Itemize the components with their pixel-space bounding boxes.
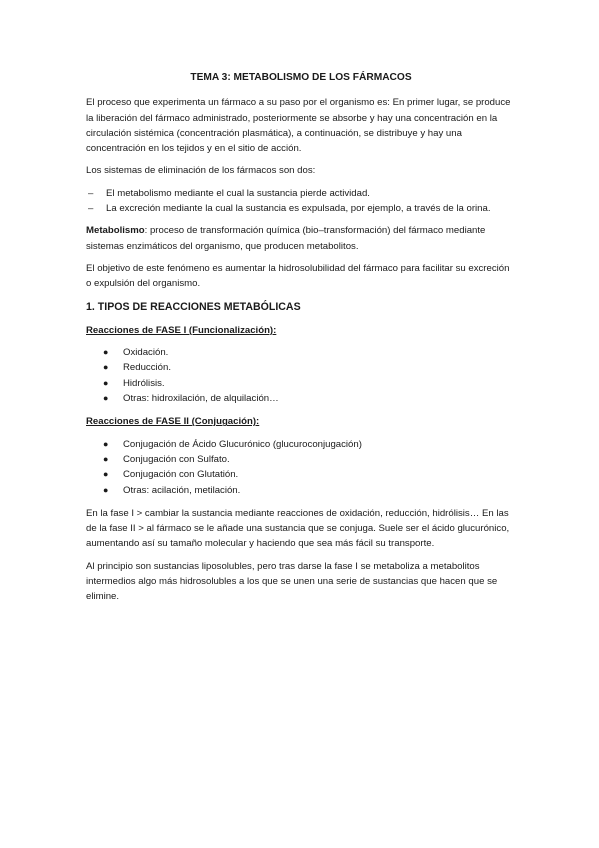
list-item — [86, 452, 516, 467]
page-title: TEMA 3: METABOLISMO DE LOS FÁRMACOS — [190, 72, 412, 83]
list-item-text: Conjugación de Ácido Glucurónico (glucuroconjugación) — [123, 438, 362, 450]
dash-marker: – — [88, 187, 94, 199]
bullet-icon: ● — [103, 362, 109, 373]
document-page — [86, 70, 516, 612]
phase2-heading: Reacciones de FASE II (Conjugación): — [86, 416, 260, 428]
metabolism-term: Metabolismo — [86, 225, 145, 237]
phase1-list — [86, 345, 516, 406]
intro-paragraph: El proceso que experimenta un fármaco a su paso por el organismo es: En primer lugar, se produce la liberación del fármaco administrado, posteriormente se absorbe y hay una concentración en la circulación sistémica (concentración plasmática), a continuación, se distribuye y hay una concentración en los tejidos y en el sitio de acción. — [86, 97, 511, 155]
closing-paragraph: Al principio son sustancias liposolubles, pero tras darse la fase I se metaboliza a metabolitos intermedios algo más hidrosolubles a los que se unen una serie de sustancias que hacen que se elimine. — [86, 560, 498, 603]
list-item-text: Hidrólisis. — [123, 377, 165, 389]
metabolism-definition-text: : proceso de transformación química (bio–transformación) del fármaco mediante sistemas enzimáticos del organismo, que producen metabolitos. — [86, 225, 486, 252]
bullet-icon: ● — [103, 438, 109, 449]
phases-paragraph: En la fase I > cambiar la sustancia mediante reacciones de oxidación, reducción, hidrólisis… En las de la fase II > al fármaco se le añade una sustancia que se conjuga. Suele ser el ácido glucurónico, aumentando así su tamaño molecular y haciendo que sea más fácil su transporte. — [86, 507, 510, 550]
list-item — [86, 467, 516, 482]
bullet-icon: ● — [103, 484, 109, 495]
list-item-text: Oxidación. — [123, 347, 169, 359]
list-item — [86, 345, 516, 360]
dash-marker: – — [88, 203, 94, 215]
list-item-text: La excreción mediante la cual la sustancia es expulsada, por ejemplo, a través de la orina. — [106, 203, 491, 215]
list-item — [86, 391, 516, 406]
list-item — [86, 201, 516, 216]
bullet-icon: ● — [103, 453, 109, 464]
section-heading: 1. TIPOS DE REACCIONES METABÓLICAS — [86, 300, 301, 313]
list-item — [86, 437, 516, 452]
list-item — [86, 483, 516, 498]
phase1-heading: Reacciones de FASE I (Funcionalización): — [86, 324, 277, 336]
list-item-text: Conjugación con Glutatión. — [123, 469, 239, 481]
bullet-icon: ● — [103, 469, 109, 480]
phase2-list — [86, 437, 516, 498]
list-item — [86, 360, 516, 375]
bullet-icon: ● — [103, 377, 109, 388]
list-item-text: Otras: hidroxilación, de alquilación… — [123, 393, 279, 405]
elimination-intro: Los sistemas de eliminación de los fármacos son dos: — [86, 165, 316, 177]
elimination-list — [86, 186, 516, 217]
list-item-text: Conjugación con Sulfato. — [123, 453, 230, 465]
metabolism-definition — [86, 223, 516, 254]
objective-paragraph: El objetivo de este fenómeno es aumentar la hidrosolubilidad del fármaco para facilitar su excreción o expulsión del organismo. — [86, 262, 510, 290]
list-item — [86, 376, 516, 391]
list-item — [86, 186, 516, 201]
list-item-text: Otras: acilación, metilación. — [123, 484, 241, 496]
bullet-icon: ● — [103, 393, 109, 404]
list-item-text: El metabolismo mediante el cual la sustancia pierde actividad. — [106, 187, 370, 199]
list-item-text: Reducción. — [123, 362, 171, 374]
bullet-icon: ● — [103, 347, 109, 358]
